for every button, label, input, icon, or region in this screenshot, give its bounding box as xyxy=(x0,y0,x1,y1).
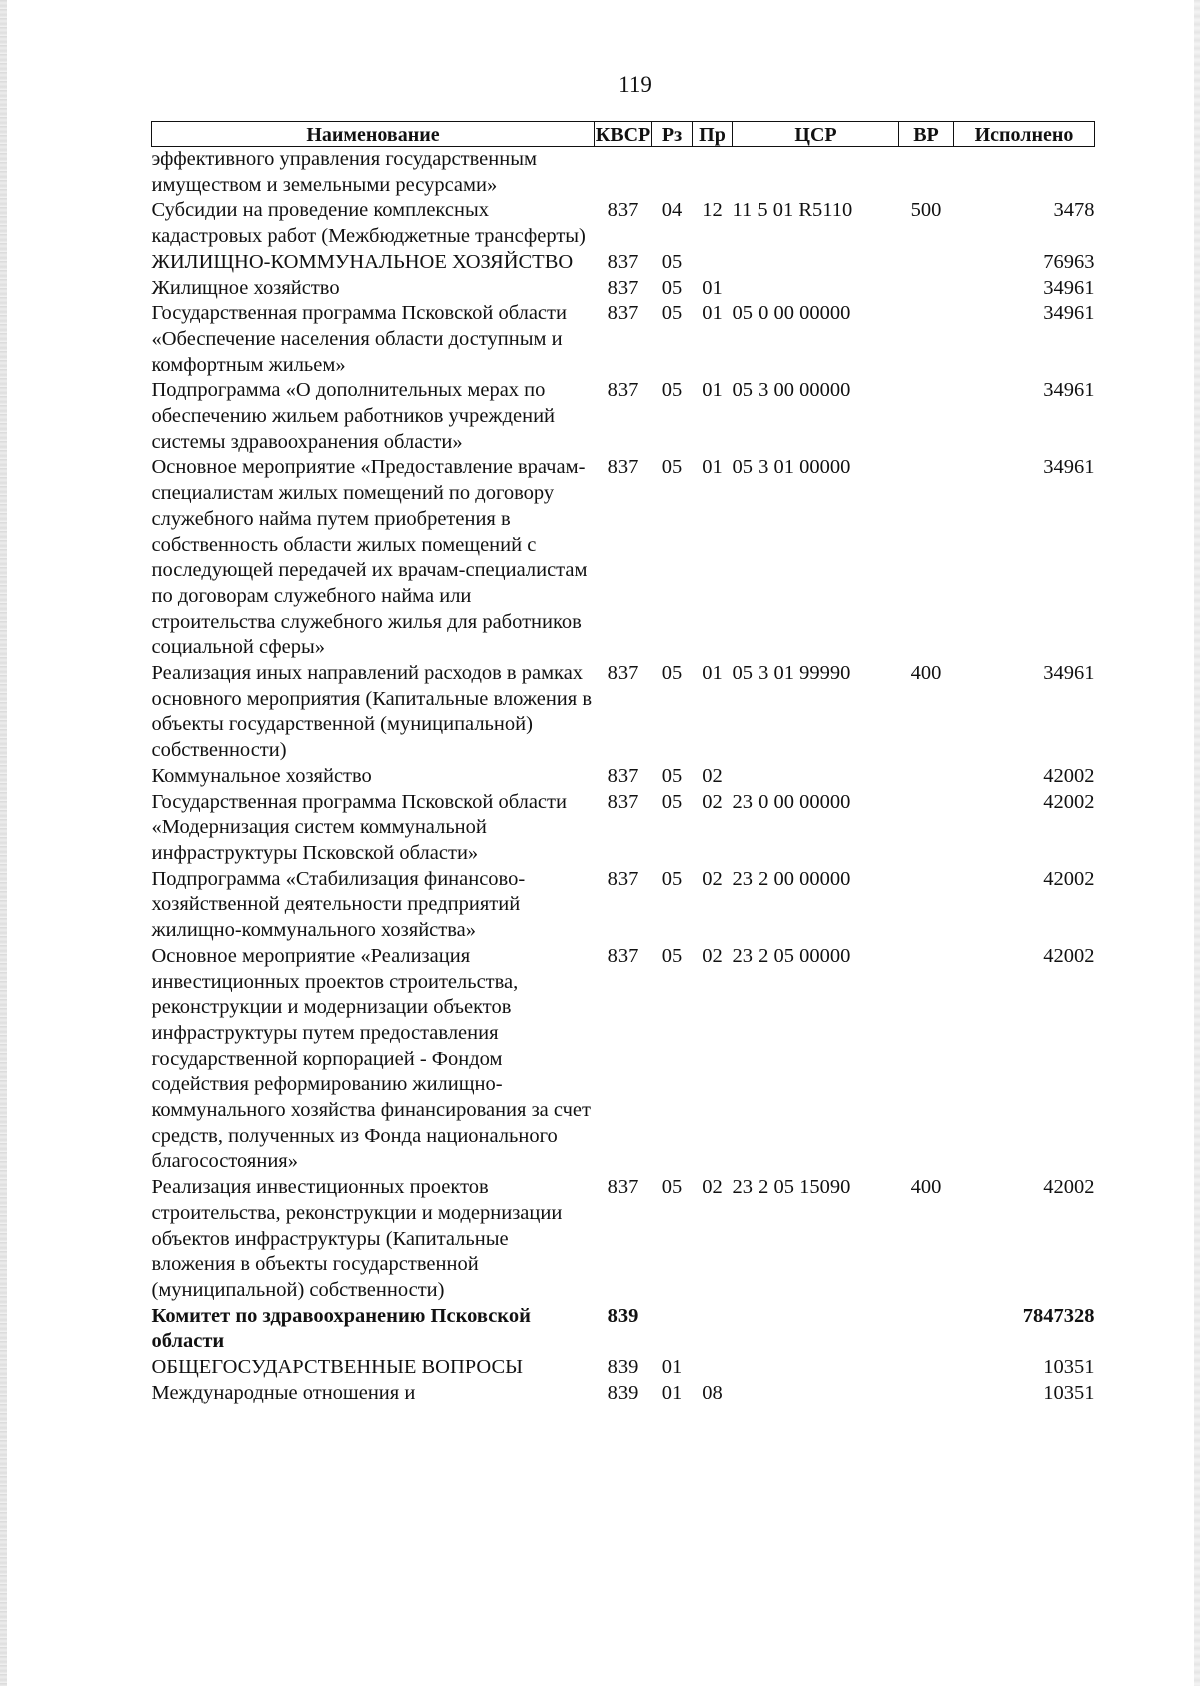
cell-vr xyxy=(899,764,954,790)
table-row xyxy=(152,1304,1095,1355)
cell-vr xyxy=(899,1381,954,1407)
cell-vr xyxy=(899,944,954,1175)
cell-pr: 02 xyxy=(702,790,723,813)
cell-rz: 05 xyxy=(661,1176,683,1199)
table-row xyxy=(152,147,1095,199)
table-row xyxy=(152,276,1095,302)
cell-vr xyxy=(899,455,954,661)
cell-rz: 01 xyxy=(661,1381,683,1404)
cell-kvsr: 837 xyxy=(607,250,639,273)
table-row xyxy=(152,661,1095,764)
cell-pr xyxy=(693,250,733,276)
header-rz: Рз xyxy=(652,122,693,147)
cell-sum: 42002 xyxy=(1043,1176,1095,1199)
cell-name: Подпрограмма «Стабилизация финансово-хозяйственной деятельности предприятий жилищно-коммунального хозяйства» xyxy=(151,867,526,942)
header-vr: ВР xyxy=(899,122,954,147)
cell-csr xyxy=(733,1355,899,1381)
cell-sum: 34961 xyxy=(1043,456,1095,479)
cell-name: Коммунальное хозяйство xyxy=(151,764,372,787)
cell-rz xyxy=(652,1304,693,1355)
cell-name: Реализация иных направлений расходов в рамках основного мероприятия (Капитальные вложения в объекты государственной (муниципальной) собственности) xyxy=(151,662,593,762)
table-header xyxy=(152,122,1095,147)
cell-name: эффективного управления государственным имуществом и земельными ресурсами» xyxy=(151,148,537,196)
cell-name: Международные отношения и xyxy=(151,1381,416,1404)
cell-csr: 23 2 05 00000 xyxy=(732,944,851,967)
cell-sum: 76963 xyxy=(1043,250,1095,273)
cell-csr: 05 0 00 00000 xyxy=(732,302,851,325)
cell-name: ЖИЛИЩНО-КОММУНАЛЬНОЕ ХОЗЯЙСТВО xyxy=(151,250,574,273)
cell-sum: 42002 xyxy=(1043,764,1095,787)
header-name: Наименование xyxy=(152,122,595,147)
cell-sum: 34961 xyxy=(1043,276,1095,299)
cell-csr: 05 3 00 00000 xyxy=(732,379,851,402)
cell-vr: 500 xyxy=(910,199,942,222)
cell-pr: 01 xyxy=(702,302,723,325)
cell-kvsr: 839 xyxy=(607,1356,639,1379)
cell-kvsr: 837 xyxy=(607,867,639,890)
table-row xyxy=(152,455,1095,661)
cell-vr xyxy=(899,1304,954,1355)
cell-vr xyxy=(899,301,954,378)
cell-csr xyxy=(733,1304,899,1355)
cell-pr: 08 xyxy=(702,1381,723,1404)
cell-csr: 23 0 00 00000 xyxy=(732,790,851,813)
table-row xyxy=(152,250,1095,276)
table-row xyxy=(152,1175,1095,1304)
cell-pr: 02 xyxy=(702,1176,723,1199)
cell-name: Подпрограмма «О дополнительных мерах по обеспечению жильем работников учреждений системы здравоохранения области» xyxy=(151,379,556,453)
cell-sum: 42002 xyxy=(1043,867,1095,890)
cell-pr: 01 xyxy=(702,662,723,685)
cell-vr xyxy=(899,276,954,302)
cell-kvsr: 839 xyxy=(607,1381,639,1404)
cell-kvsr: 837 xyxy=(607,199,639,222)
cell-csr xyxy=(733,1381,899,1407)
cell-vr xyxy=(899,1355,954,1381)
cell-sum: 34961 xyxy=(1043,662,1095,685)
cell-vr: 400 xyxy=(910,662,942,685)
cell-csr: 05 3 01 00000 xyxy=(732,456,851,479)
page-number: 119 xyxy=(618,72,652,97)
cell-csr: 23 2 05 15090 xyxy=(732,1176,851,1199)
budget-table xyxy=(151,121,1095,1406)
cell-kvsr: 837 xyxy=(607,764,639,787)
cell-name: Основное мероприятие «Реализация инвестиционных проектов строительства, реконструкции и модернизации объектов инфраструктуры путем предоставления государственной корпорацией - Фондом содействия реформированию жилищно-коммунального хозяйства финансирования за счет средств, полученных из Фонда национального благосостояния» xyxy=(151,944,591,1173)
table-row xyxy=(152,378,1095,455)
cell-sum: 7847328 xyxy=(1022,1304,1095,1327)
scan-edge-right xyxy=(1194,0,1200,1686)
cell-pr xyxy=(693,1355,733,1381)
cell-kvsr: 839 xyxy=(607,1304,639,1327)
cell-pr xyxy=(693,1304,733,1355)
table-row xyxy=(152,764,1095,790)
cell-csr: 11 5 01 R5110 xyxy=(732,199,853,222)
cell-csr xyxy=(733,764,899,790)
table-row xyxy=(152,944,1095,1175)
cell-kvsr: 837 xyxy=(607,302,639,325)
cell-name: Комитет по здравоохранению Псковской области xyxy=(151,1304,531,1353)
cell-name: Жилищное хозяйство xyxy=(151,276,340,299)
cell-kvsr: 837 xyxy=(607,379,639,402)
scan-edge-left xyxy=(0,0,7,1686)
header-pr: Пр xyxy=(693,122,733,147)
cell-csr: 23 2 00 00000 xyxy=(732,867,851,890)
header-sum: Исполнено xyxy=(954,122,1095,147)
cell-csr xyxy=(733,276,899,302)
cell-kvsr: 837 xyxy=(607,790,639,813)
cell-kvsr: 837 xyxy=(607,662,639,685)
cell-rz: 05 xyxy=(661,302,683,325)
cell-kvsr: 837 xyxy=(607,456,639,479)
cell-pr: 01 xyxy=(702,456,723,479)
table-body xyxy=(152,147,1095,1407)
cell-rz xyxy=(652,147,693,199)
cell-pr: 01 xyxy=(702,379,723,402)
cell-kvsr: 837 xyxy=(607,1176,639,1199)
cell-rz: 05 xyxy=(661,944,683,967)
cell-pr: 12 xyxy=(702,199,723,222)
cell-pr: 02 xyxy=(702,944,723,967)
cell-sum xyxy=(954,147,1095,199)
cell-sum: 42002 xyxy=(1043,944,1095,967)
cell-name: Реализация инвестиционных проектов строительства, реконструкции и модернизации объектов инфраструктуры (Капитальные вложения в объекты государственной (муниципальной) собственности) xyxy=(151,1176,563,1301)
cell-rz: 01 xyxy=(661,1356,683,1379)
cell-sum: 34961 xyxy=(1043,302,1095,325)
table-row xyxy=(152,867,1095,944)
cell-sum: 3478 xyxy=(1053,199,1095,222)
cell-vr xyxy=(899,790,954,867)
cell-pr: 02 xyxy=(702,764,723,787)
cell-vr xyxy=(899,378,954,455)
cell-csr xyxy=(733,250,899,276)
cell-name: ОБЩЕГОСУДАРСТВЕННЫЕ ВОПРОСЫ xyxy=(151,1356,524,1379)
table-row xyxy=(152,1381,1095,1407)
cell-rz: 05 xyxy=(661,379,683,402)
cell-kvsr: 837 xyxy=(607,944,639,967)
cell-rz: 05 xyxy=(661,790,683,813)
cell-kvsr xyxy=(595,147,652,199)
cell-rz: 05 xyxy=(661,276,683,299)
cell-rz: 05 xyxy=(661,662,683,685)
table-row xyxy=(152,301,1095,378)
cell-sum: 10351 xyxy=(1043,1356,1095,1379)
cell-vr xyxy=(899,867,954,944)
cell-rz: 05 xyxy=(661,764,683,787)
cell-name: Основное мероприятие «Предоставление врачам-специалистам жилых помещений по договору служебного найма путем приобретения в собственность области жилых помещений с последующей передачей их врачам-специалистам по договорам служебного найма или строительства служебного жилья для работников социальной сферы» xyxy=(151,456,588,659)
cell-sum: 10351 xyxy=(1043,1381,1095,1404)
cell-pr: 02 xyxy=(702,867,723,890)
cell-rz: 05 xyxy=(661,456,683,479)
table-row xyxy=(152,198,1095,249)
cell-sum: 42002 xyxy=(1043,790,1095,813)
cell-vr: 400 xyxy=(910,1176,942,1199)
table-row xyxy=(152,1355,1095,1381)
cell-pr: 01 xyxy=(702,276,723,299)
header-csr: ЦСР xyxy=(733,122,899,147)
cell-name: Субсидии на проведение комплексных кадастровых работ (Межбюджетные трансферты) xyxy=(151,199,586,248)
cell-kvsr: 837 xyxy=(607,276,639,299)
cell-rz: 05 xyxy=(661,250,683,273)
header-kvsr: КВСР xyxy=(595,123,651,146)
cell-name: Государственная программа Псковской области «Модернизация систем коммунальной инфраструктуры Псковской области» xyxy=(151,790,567,864)
cell-csr: 05 3 01 99990 xyxy=(732,662,851,685)
cell-sum: 34961 xyxy=(1043,379,1095,402)
cell-name: Государственная программа Псковской области «Обеспечение населения области доступным и комфортным жильем» xyxy=(151,302,567,376)
cell-vr xyxy=(899,147,954,199)
cell-pr xyxy=(693,147,733,199)
table-row xyxy=(152,790,1095,867)
cell-rz: 05 xyxy=(661,867,683,890)
cell-vr xyxy=(899,250,954,276)
cell-csr xyxy=(733,147,899,199)
cell-rz: 04 xyxy=(661,199,683,222)
